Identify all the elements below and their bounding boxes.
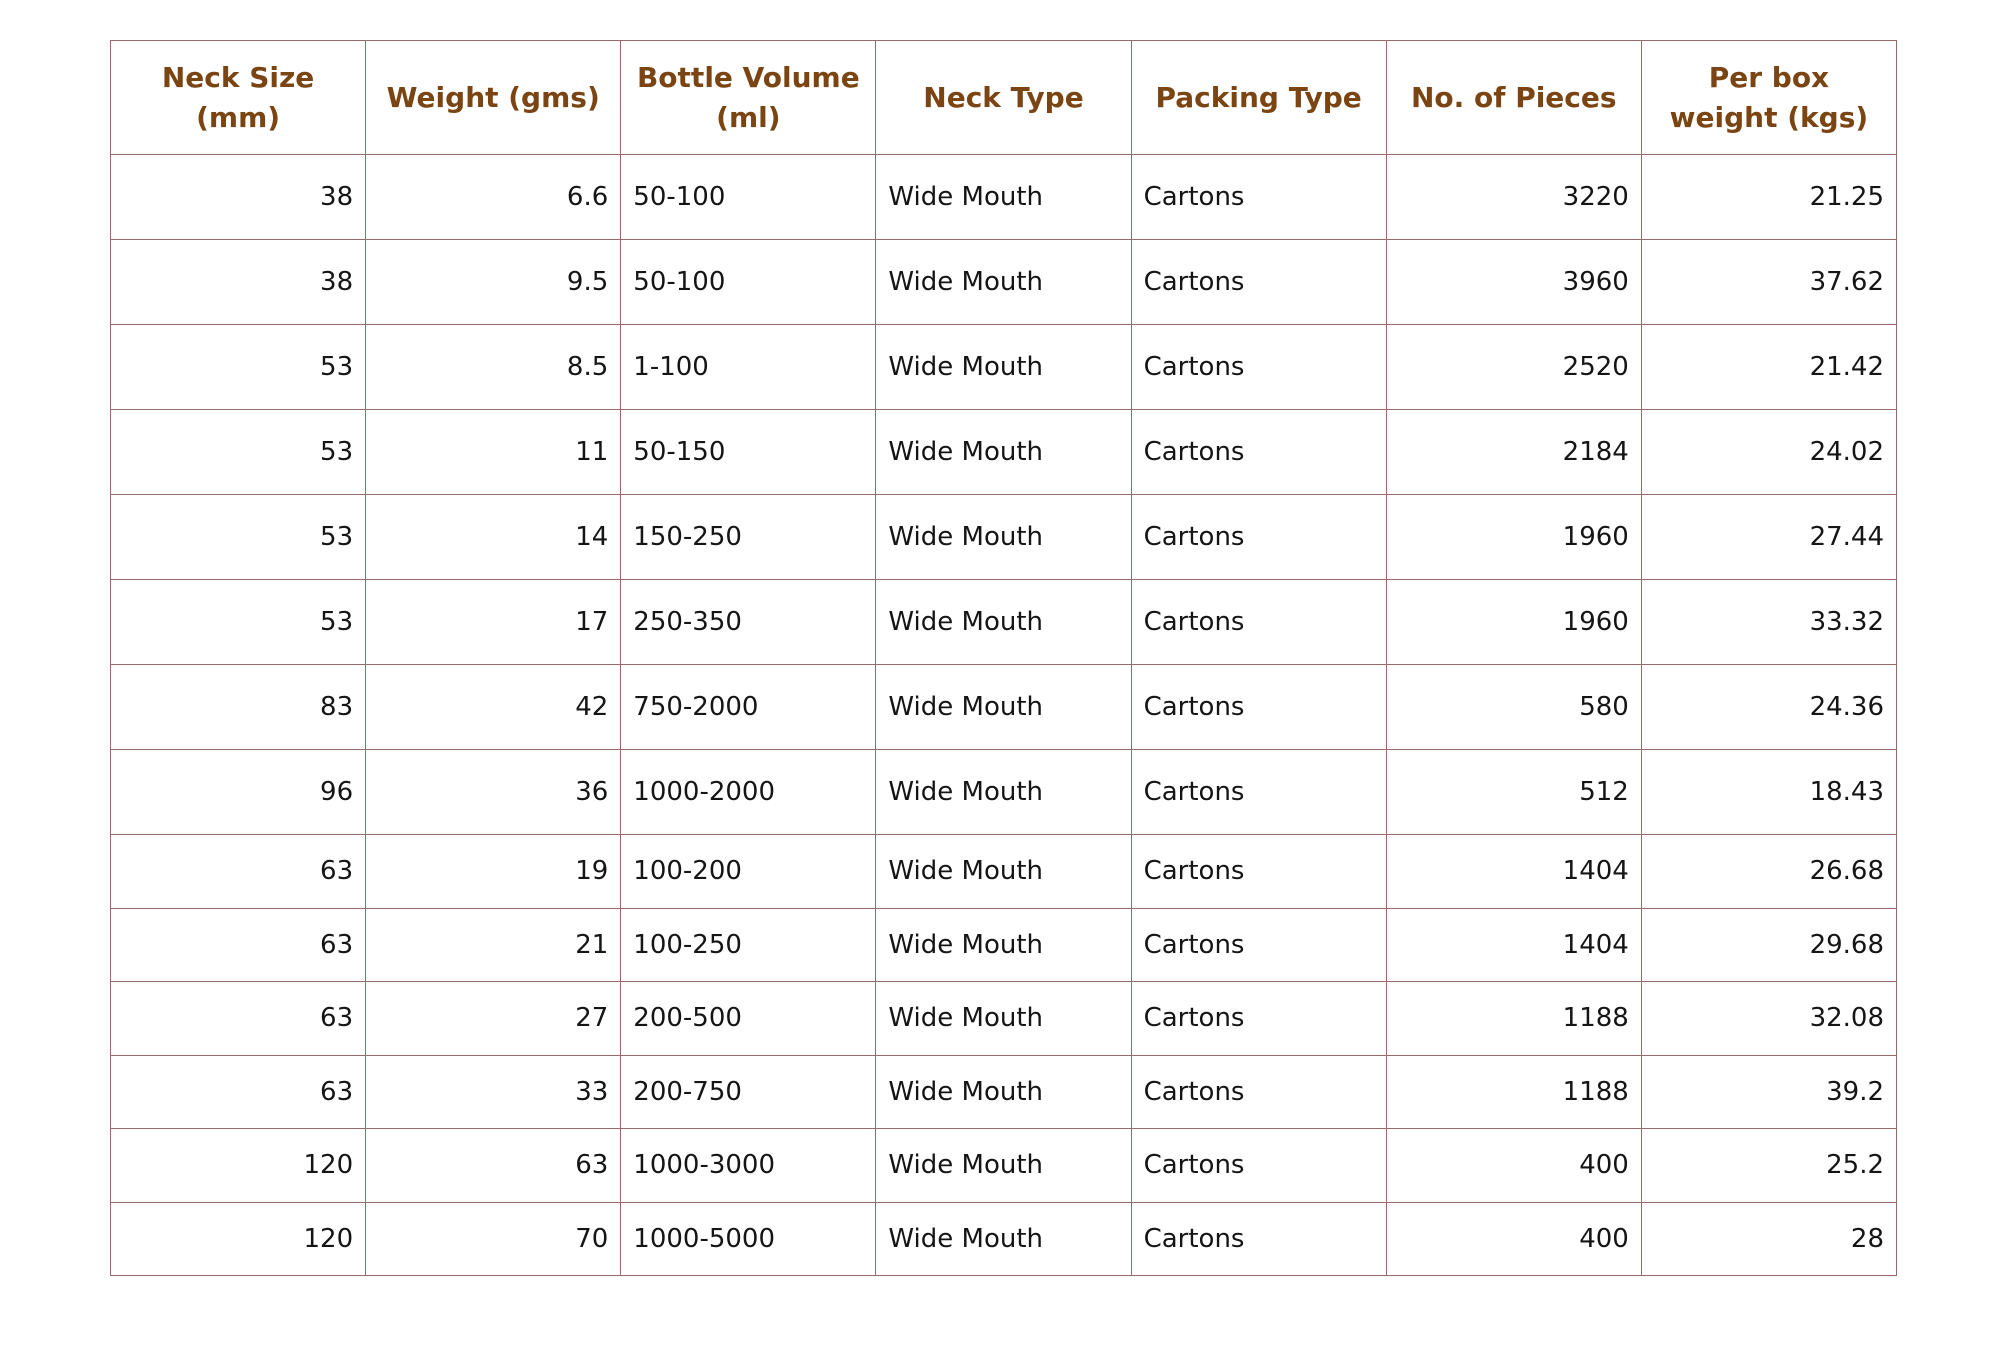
table-row bbox=[111, 495, 1897, 580]
cell-neck-size: 63 bbox=[111, 1055, 366, 1129]
cell-no-of-pieces: 1404 bbox=[1386, 908, 1641, 982]
cell-per-box-weight: 28 bbox=[1641, 1202, 1896, 1276]
cell-packing-type: Cartons bbox=[1131, 240, 1386, 325]
table-row bbox=[111, 1129, 1897, 1203]
table-row bbox=[111, 750, 1897, 835]
cell-neck-size: 63 bbox=[111, 982, 366, 1056]
cell-weight: 14 bbox=[366, 495, 621, 580]
cell-packing-type: Cartons bbox=[1131, 1202, 1386, 1276]
cell-per-box-weight: 33.32 bbox=[1641, 580, 1896, 665]
cell-bottle-volume: 50-150 bbox=[621, 410, 876, 495]
cell-packing-type: Cartons bbox=[1131, 155, 1386, 240]
cell-packing-type: Cartons bbox=[1131, 325, 1386, 410]
cell-no-of-pieces: 1404 bbox=[1386, 835, 1641, 909]
cell-bottle-volume: 150-250 bbox=[621, 495, 876, 580]
cell-bottle-volume: 50-100 bbox=[621, 155, 876, 240]
cell-weight: 42 bbox=[366, 665, 621, 750]
cell-weight: 36 bbox=[366, 750, 621, 835]
cell-per-box-weight: 27.44 bbox=[1641, 495, 1896, 580]
cell-neck-type: Wide Mouth bbox=[876, 410, 1131, 495]
cell-bottle-volume: 250-350 bbox=[621, 580, 876, 665]
cell-bottle-volume: 1-100 bbox=[621, 325, 876, 410]
cell-per-box-weight: 21.42 bbox=[1641, 325, 1896, 410]
cell-packing-type: Cartons bbox=[1131, 1055, 1386, 1129]
cell-packing-type: Cartons bbox=[1131, 1129, 1386, 1203]
header-no-of-pieces: No. of Pieces bbox=[1386, 41, 1641, 155]
cell-packing-type: Cartons bbox=[1131, 495, 1386, 580]
cell-neck-size: 63 bbox=[111, 835, 366, 909]
cell-no-of-pieces: 1960 bbox=[1386, 580, 1641, 665]
cell-no-of-pieces: 1960 bbox=[1386, 495, 1641, 580]
cell-weight: 63 bbox=[366, 1129, 621, 1203]
cell-packing-type: Cartons bbox=[1131, 908, 1386, 982]
cell-per-box-weight: 21.25 bbox=[1641, 155, 1896, 240]
cell-bottle-volume: 1000-5000 bbox=[621, 1202, 876, 1276]
cell-neck-type: Wide Mouth bbox=[876, 982, 1131, 1056]
header-neck-size: Neck Size (mm) bbox=[111, 41, 366, 155]
cell-weight: 70 bbox=[366, 1202, 621, 1276]
cell-neck-size: 120 bbox=[111, 1129, 366, 1203]
cell-per-box-weight: 24.36 bbox=[1641, 665, 1896, 750]
cell-neck-size: 53 bbox=[111, 325, 366, 410]
table-row bbox=[111, 155, 1897, 240]
cell-neck-type: Wide Mouth bbox=[876, 325, 1131, 410]
cell-weight: 8.5 bbox=[366, 325, 621, 410]
cell-neck-type: Wide Mouth bbox=[876, 665, 1131, 750]
cell-weight: 33 bbox=[366, 1055, 621, 1129]
cell-packing-type: Cartons bbox=[1131, 410, 1386, 495]
cell-neck-type: Wide Mouth bbox=[876, 835, 1131, 909]
cell-packing-type: Cartons bbox=[1131, 665, 1386, 750]
cell-bottle-volume: 100-250 bbox=[621, 908, 876, 982]
table-row bbox=[111, 982, 1897, 1056]
table-row bbox=[111, 410, 1897, 495]
bottle-spec-table bbox=[110, 40, 1897, 1276]
cell-no-of-pieces: 2184 bbox=[1386, 410, 1641, 495]
cell-bottle-volume: 50-100 bbox=[621, 240, 876, 325]
cell-no-of-pieces: 580 bbox=[1386, 665, 1641, 750]
cell-packing-type: Cartons bbox=[1131, 580, 1386, 665]
cell-no-of-pieces: 3220 bbox=[1386, 155, 1641, 240]
cell-neck-size: 53 bbox=[111, 410, 366, 495]
cell-neck-size: 83 bbox=[111, 665, 366, 750]
cell-weight: 27 bbox=[366, 982, 621, 1056]
cell-per-box-weight: 29.68 bbox=[1641, 908, 1896, 982]
cell-weight: 11 bbox=[366, 410, 621, 495]
header-weight: Weight (gms) bbox=[366, 41, 621, 155]
cell-per-box-weight: 18.43 bbox=[1641, 750, 1896, 835]
cell-no-of-pieces: 400 bbox=[1386, 1129, 1641, 1203]
cell-weight: 6.6 bbox=[366, 155, 621, 240]
cell-packing-type: Cartons bbox=[1131, 835, 1386, 909]
cell-neck-type: Wide Mouth bbox=[876, 1055, 1131, 1129]
cell-neck-size: 38 bbox=[111, 155, 366, 240]
cell-per-box-weight: 24.02 bbox=[1641, 410, 1896, 495]
cell-weight: 21 bbox=[366, 908, 621, 982]
cell-bottle-volume: 1000-3000 bbox=[621, 1129, 876, 1203]
cell-bottle-volume: 1000-2000 bbox=[621, 750, 876, 835]
cell-neck-type: Wide Mouth bbox=[876, 1202, 1131, 1276]
cell-neck-size: 63 bbox=[111, 908, 366, 982]
cell-per-box-weight: 26.68 bbox=[1641, 835, 1896, 909]
table-header-row bbox=[111, 41, 1897, 155]
cell-weight: 17 bbox=[366, 580, 621, 665]
cell-neck-type: Wide Mouth bbox=[876, 750, 1131, 835]
cell-per-box-weight: 39.2 bbox=[1641, 1055, 1896, 1129]
cell-no-of-pieces: 2520 bbox=[1386, 325, 1641, 410]
header-bottle-volume: Bottle Volume (ml) bbox=[621, 41, 876, 155]
cell-packing-type: Cartons bbox=[1131, 982, 1386, 1056]
table-row bbox=[111, 580, 1897, 665]
cell-neck-size: 53 bbox=[111, 495, 366, 580]
cell-neck-size: 96 bbox=[111, 750, 366, 835]
cell-neck-size: 53 bbox=[111, 580, 366, 665]
cell-neck-type: Wide Mouth bbox=[876, 155, 1131, 240]
table-row bbox=[111, 1055, 1897, 1129]
cell-neck-type: Wide Mouth bbox=[876, 580, 1131, 665]
header-packing-type: Packing Type bbox=[1131, 41, 1386, 155]
table-row bbox=[111, 908, 1897, 982]
cell-weight: 19 bbox=[366, 835, 621, 909]
cell-per-box-weight: 37.62 bbox=[1641, 240, 1896, 325]
cell-neck-type: Wide Mouth bbox=[876, 1129, 1131, 1203]
table-row bbox=[111, 835, 1897, 909]
cell-bottle-volume: 100-200 bbox=[621, 835, 876, 909]
cell-no-of-pieces: 1188 bbox=[1386, 982, 1641, 1056]
cell-neck-size: 38 bbox=[111, 240, 366, 325]
cell-neck-size: 120 bbox=[111, 1202, 366, 1276]
cell-no-of-pieces: 1188 bbox=[1386, 1055, 1641, 1129]
cell-per-box-weight: 32.08 bbox=[1641, 982, 1896, 1056]
cell-neck-type: Wide Mouth bbox=[876, 908, 1131, 982]
cell-neck-type: Wide Mouth bbox=[876, 495, 1131, 580]
cell-packing-type: Cartons bbox=[1131, 750, 1386, 835]
cell-no-of-pieces: 512 bbox=[1386, 750, 1641, 835]
table-row bbox=[111, 240, 1897, 325]
table-row bbox=[111, 325, 1897, 410]
cell-neck-type: Wide Mouth bbox=[876, 240, 1131, 325]
cell-weight: 9.5 bbox=[366, 240, 621, 325]
cell-bottle-volume: 200-500 bbox=[621, 982, 876, 1056]
cell-bottle-volume: 750-2000 bbox=[621, 665, 876, 750]
cell-no-of-pieces: 3960 bbox=[1386, 240, 1641, 325]
table-row bbox=[111, 665, 1897, 750]
table-body bbox=[111, 155, 1897, 1276]
header-neck-type: Neck Type bbox=[876, 41, 1131, 155]
cell-no-of-pieces: 400 bbox=[1386, 1202, 1641, 1276]
table-row bbox=[111, 1202, 1897, 1276]
cell-per-box-weight: 25.2 bbox=[1641, 1129, 1896, 1203]
header-per-box-weight: Per box weight (kgs) bbox=[1641, 41, 1896, 155]
cell-bottle-volume: 200-750 bbox=[621, 1055, 876, 1129]
